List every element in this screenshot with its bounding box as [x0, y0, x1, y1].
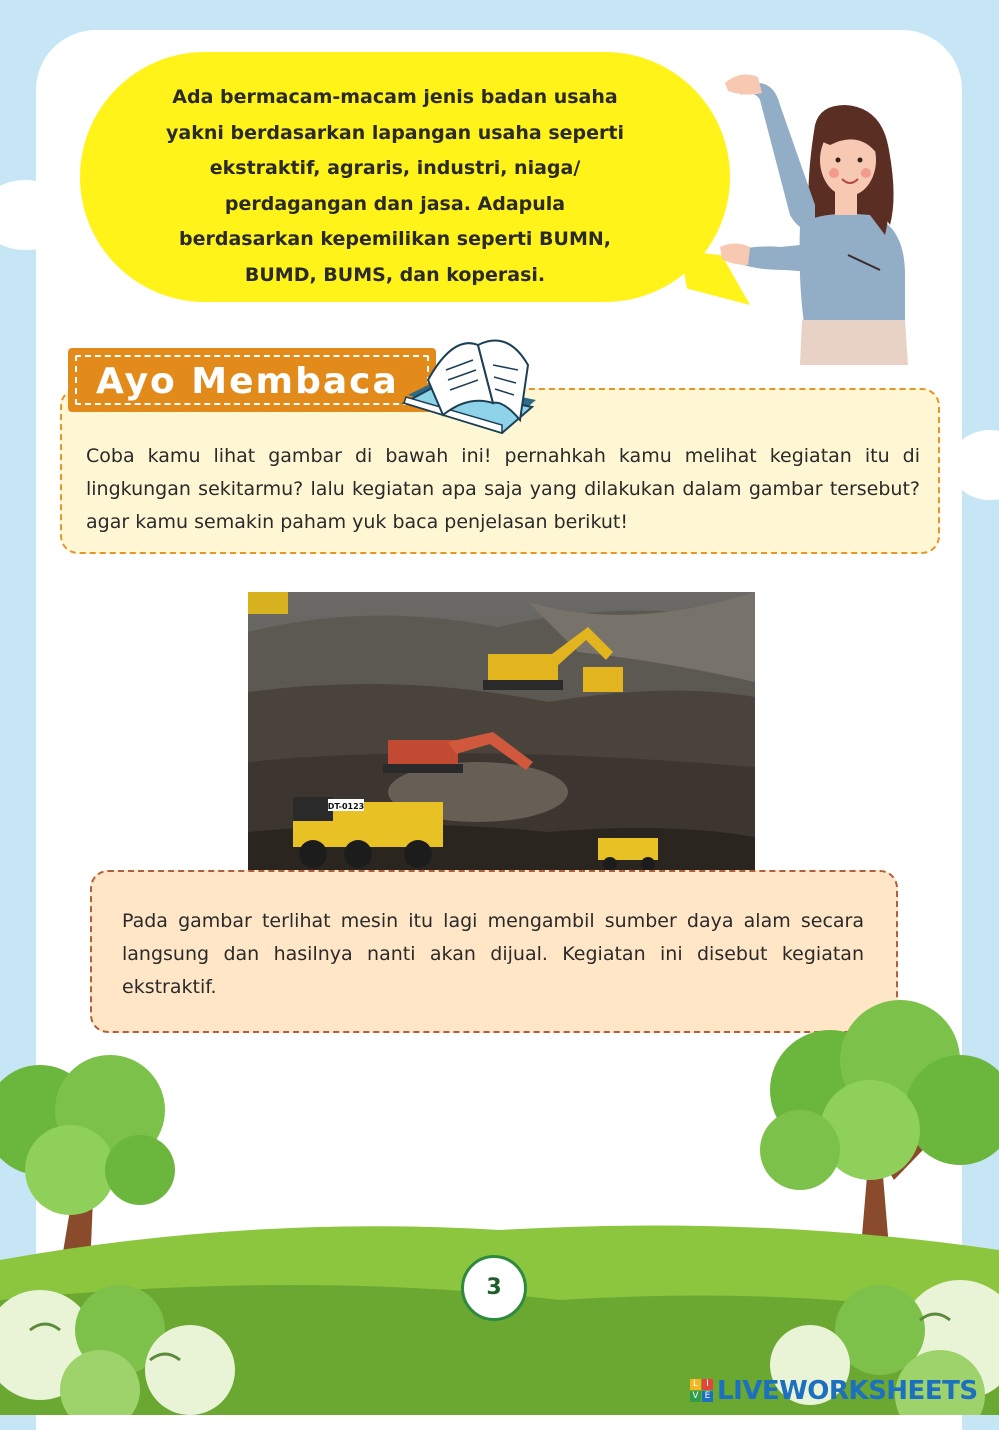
landscape-illustration — [0, 1000, 999, 1415]
section-title: Ayo Membaca — [96, 361, 399, 402]
bubble-line: berdasarkan kepemilikan seperti BUMN, — [178, 228, 611, 250]
explanation-text: Pada gambar terlihat mesin itu lagi mengambil sumber daya alam secara langsung dan hasilnya nanti akan dijual. Kegiatan ini disebut kegiatan ekstraktif. — [122, 910, 864, 998]
reading-instructions: Coba kamu lihat gambar di bawah ini! pernahkah kamu melihat kegiatan itu di lingkungan sekitarmu? lalu kegiatan apa saja yang dilakukan dalam gambar tersebut? agar kamu semakin paham yuk baca penjelasan berikut! — [86, 445, 920, 533]
bubble-line: yakni berdasarkan lapangan usaha seperti — [166, 121, 624, 144]
liveworksheets-icon — [690, 1379, 714, 1403]
bubble-line: perdagangan dan jasa. Adapula — [224, 192, 566, 215]
brand-name: LIVEWORKSHEETS — [717, 1376, 978, 1406]
logo-letter: L — [690, 1379, 701, 1390]
truck-label: DT-0123 — [327, 802, 365, 811]
logo-letter: V — [690, 1391, 701, 1402]
mining-scene — [248, 592, 755, 884]
logo-letter: I — [702, 1379, 713, 1390]
liveworksheets-logo[interactable] — [690, 1373, 978, 1409]
teacher-illustration — [720, 65, 920, 365]
bubble-line: ekstraktif, agraris, industri, niaga/ — [209, 157, 581, 179]
bubble-line: BUMD, BUMS, dan koperasi. — [244, 263, 546, 286]
logo-letter: E — [702, 1391, 713, 1402]
cloud-left-2 — [10, 200, 70, 250]
bubble-line: Ada bermacam-macam jenis badan usaha — [172, 86, 618, 108]
page-number: 3 — [461, 1255, 527, 1321]
speech-bubble-text — [130, 80, 660, 293]
mining-photo — [248, 592, 755, 884]
open-book-icon — [398, 325, 540, 435]
